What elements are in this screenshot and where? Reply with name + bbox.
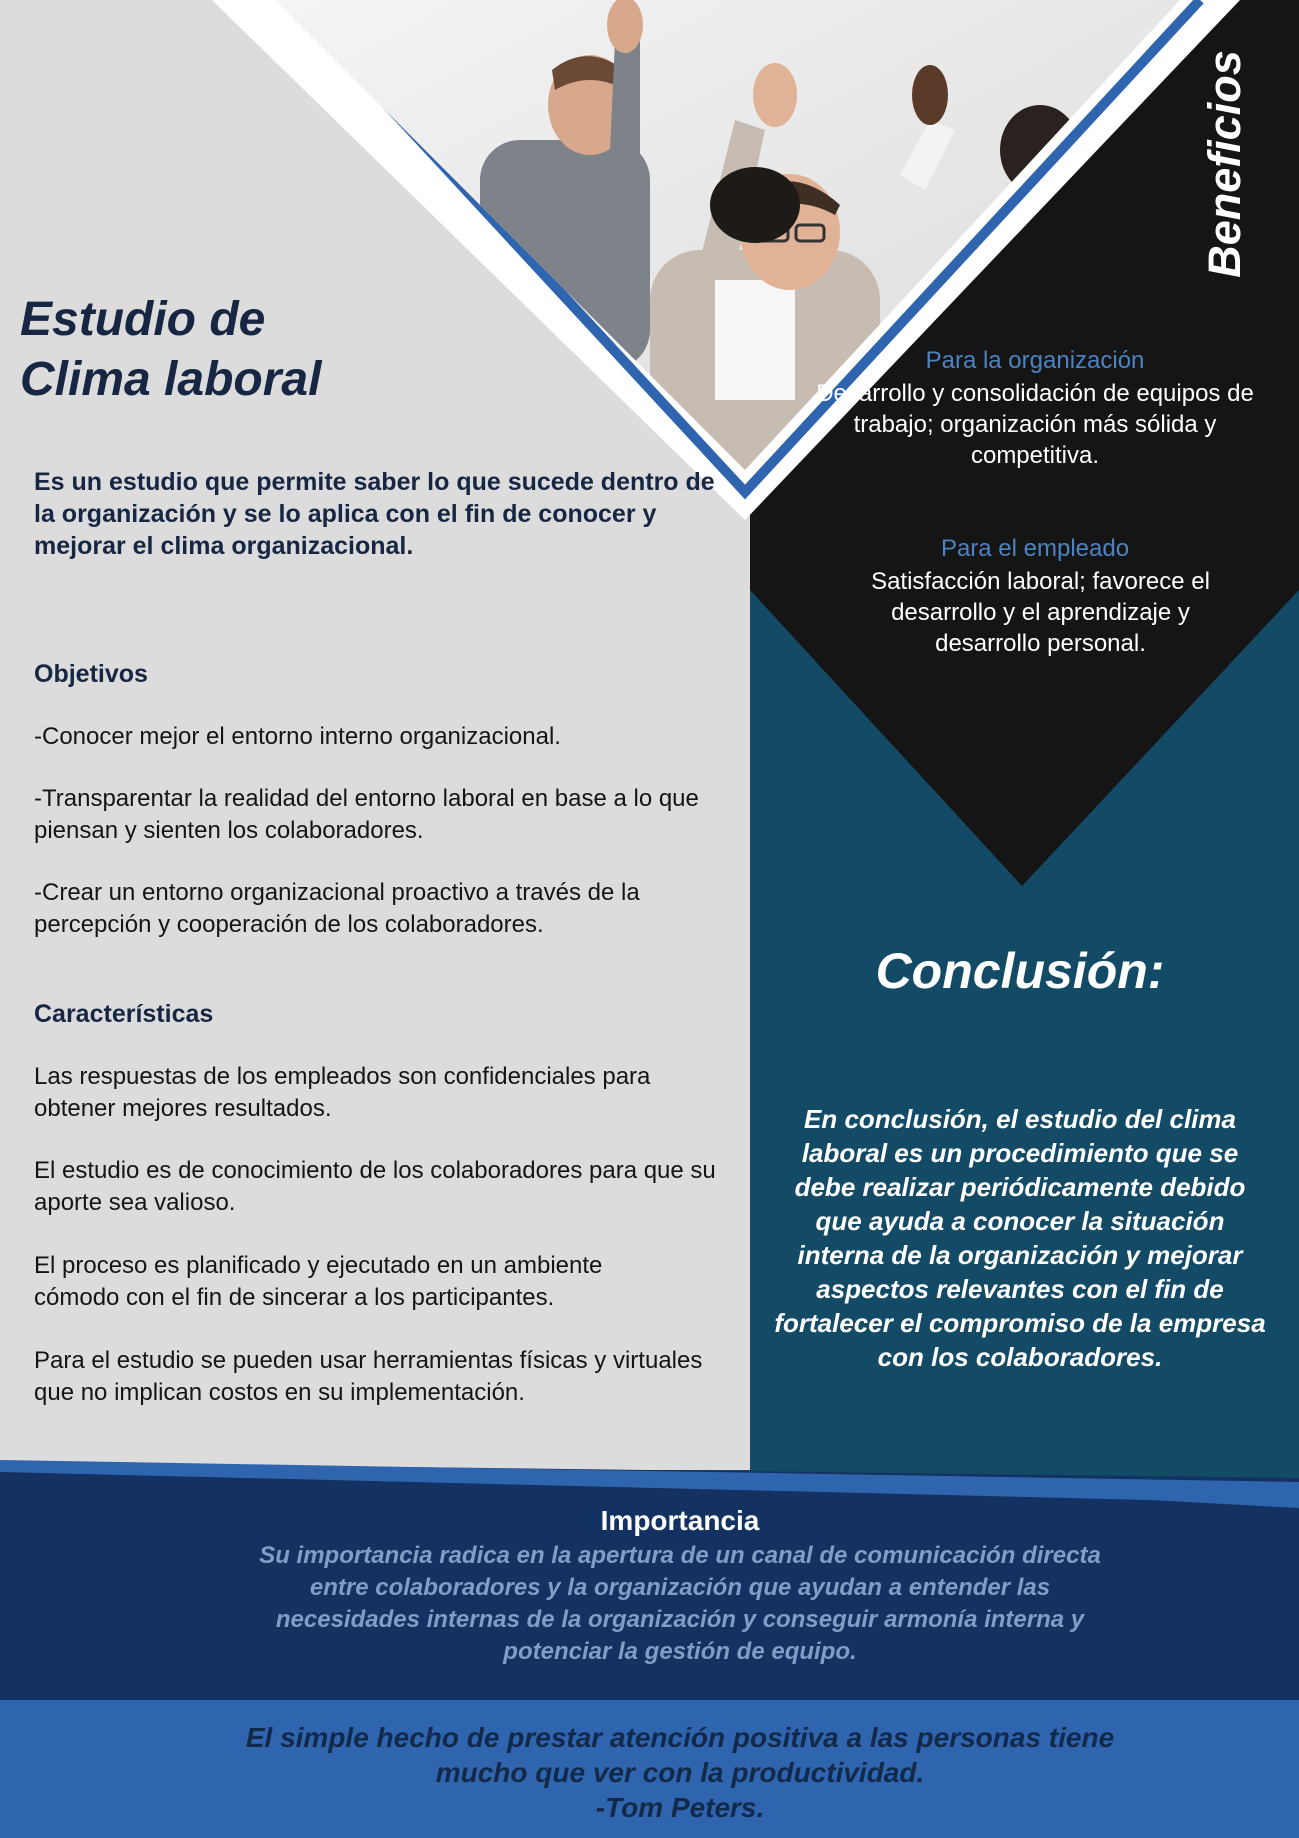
importance-text: Su importancia radica en la apertura de un canal de comunicación directa entre colaboradores y la organización que ayudan a entender las necesidades internas de la organización y conseguir armonía interna y potenciar la gestión de equipo. [259, 1542, 1101, 1665]
quote [200, 1720, 1160, 1825]
objetivo-item: -Crear un entorno organizacional proactivo a través de la percepción y cooperación de los colaboradores. [34, 879, 640, 938]
caracteristicas-heading: Características [34, 1000, 214, 1028]
benefit-org-heading: Para la organización [925, 347, 1145, 374]
objetivo-item: -Transparentar la realidad del entorno laboral en base a lo que piensan y sienten los colaboradores. [34, 785, 699, 844]
caracteristica-item: Para el estudio se pueden usar herramientas físicas y virtuales que no implican costos en su implementación. [34, 1347, 703, 1406]
importance-heading: Importancia [600, 1505, 760, 1536]
intro-text: Es un estudio que permite saber lo que sucede dentro de la organización y se lo aplica con el fin de conocer y mejorar el clima organizacional. [34, 468, 715, 560]
title-line-1: Estudio de [20, 293, 266, 346]
beneficios-label: Beneficios [1199, 50, 1250, 278]
caracteristica-item: El proceso es planificado y ejecutado en un ambiente cómodo con el fin de sincerar a los participantes. [34, 1252, 603, 1311]
quote-line-2: mucho que ver con la productividad. [435, 1757, 925, 1788]
conclusion-text: En conclusión, el estudio del clima laboral es un procedimiento que se debe realizar periódicamente debido que ayuda a conocer la situación interna de la organización y mejorar aspectos relevantes con el fin de fortalecer el compromiso de la empresa con los colaboradores. [774, 1104, 1266, 1372]
benefit-emp-heading: Para el empleado [940, 535, 1130, 562]
page-title [20, 290, 720, 410]
objetivos-heading: Objetivos [34, 660, 148, 688]
objetivo-item: -Conocer mejor el entorno interno organizacional. [34, 723, 561, 750]
quote-line-1: El simple hecho de prestar atención positiva a las personas tiene [245, 1722, 1115, 1753]
quote-author: -Tom Peters. [595, 1792, 765, 1823]
conclusion-heading: Conclusión: [875, 943, 1165, 999]
benefit-org-text: Desarrollo y consolidación de equipos de trabajo; organización más sólida y competitiva. [816, 380, 1254, 469]
title-line-2: Clima laboral [20, 353, 322, 406]
benefit-emp-text: Satisfacción laboral; favorece el desarrollo y el aprendizaje y desarrollo personal. [871, 568, 1210, 657]
caracteristica-item: Las respuestas de los empleados son confidenciales para obtener mejores resultados. [34, 1063, 651, 1122]
caracteristica-item: El estudio es de conocimiento de los colaboradores para que su aporte sea valioso. [34, 1157, 716, 1216]
